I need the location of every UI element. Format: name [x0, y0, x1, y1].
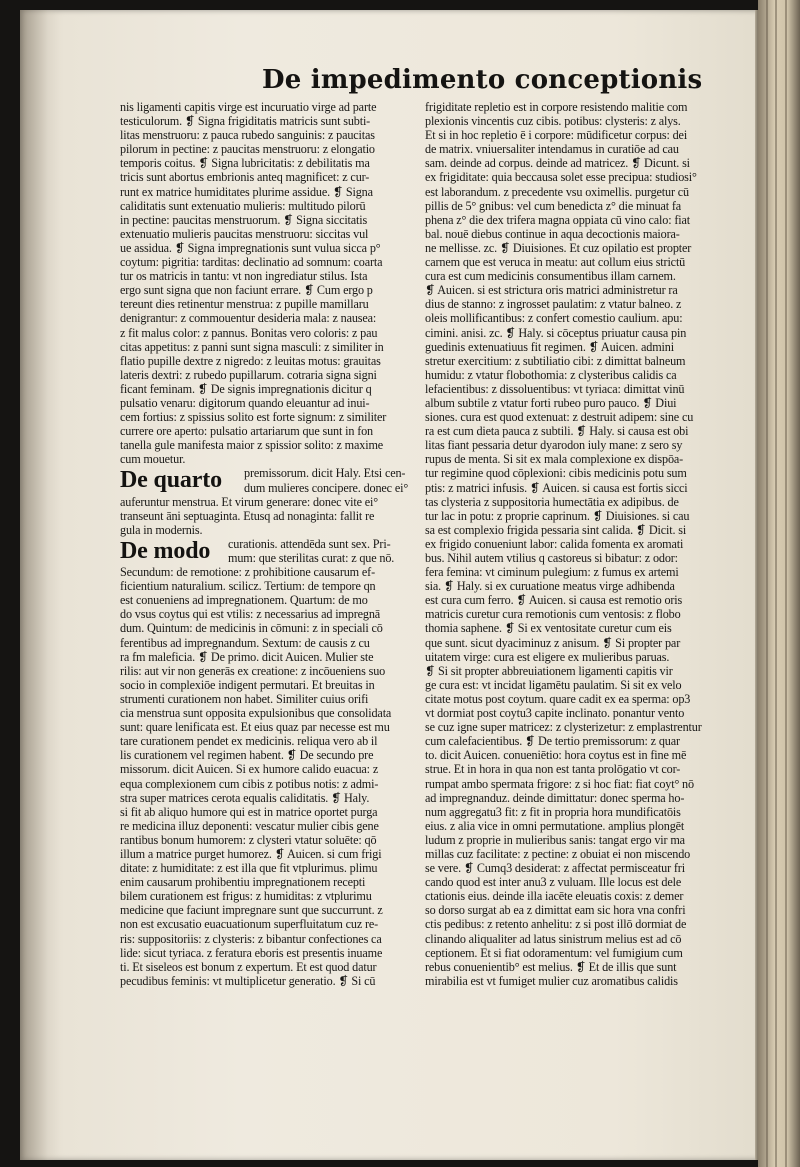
text-line: sa est complexio frigida pessaria sint calida. ❡ Dicit. si: [425, 522, 687, 537]
text-line: clinando aliqualiter ad latus sinistrum melius est ad cō: [425, 931, 682, 946]
text-line: uitatem virge: cura est eligere ex mulieribus paruas.: [425, 649, 670, 664]
text-line: dum. Quintum: de medicinis in cōmuni: z in speciali cō: [120, 621, 383, 636]
text-line: ris: suppositoriis: z clysteris: z bibantur confectiones ca: [120, 931, 382, 946]
text-line: enim causarum prohibentiu impregnationem recepti: [120, 875, 366, 890]
text-line: bal. nouē diebus continue in aqua decoctionis maiora-: [425, 226, 680, 241]
text-line: rilis: aut vir non generās ex creatione: z incōueniens suo: [120, 663, 386, 678]
text-line: carnem que est veruca in meatu: aut collum eius strictū: [425, 255, 686, 270]
text-line: eius. z alia vice in omni permutatione. amplius plongēt: [425, 818, 685, 833]
text-line: thomia saphene. ❡ Si ex ventositate curetur cum eis: [425, 621, 672, 636]
text-line: mum: que sterilitas curat: z que nō.: [228, 551, 395, 565]
text-line: mirabilia est vt fumiget mulier cuz aromatibus calidis: [425, 973, 678, 988]
text-line: bus. Nihil autem vtilius q castoreus si bibatur: z odor:: [425, 551, 678, 565]
text-line: in pectine: paucitas menstruorum. ❡ Signa siccitatis: [120, 212, 368, 227]
text-line: caliditatis sunt extenuatio mulieris: multitudo pilorū: [120, 198, 366, 213]
text-line: cia menstrua sunt opposita expulsionibus que consolidata: [120, 706, 392, 721]
text-line: ex frigiditate: quia beccausa solet esse precipua: studiosi°: [425, 170, 697, 185]
text-line: coytum: pigritia: tarditas: declinatio ad somnum: coarta: [120, 255, 383, 270]
text-line: tanella gule manifesta maior z spissior solito: z maxime: [120, 438, 384, 453]
text-line: guedinis extenuatiuus fit regimen. ❡ Auicen. admini: [425, 339, 674, 354]
text-line: tur os matricis in tantu: vt non ingrediatur stilus. Ista: [120, 269, 368, 284]
text-line: ditate: z humiditate: z est illa que fit vtplurimus. plimu: [120, 861, 378, 876]
text-line: citas appetitus: z panni sunt signa masculi: z similiter in: [120, 339, 384, 354]
text-line: lide: sicut tyriaca. z feratura eboris est presentis inuame: [120, 945, 383, 960]
text-line: Et si in hoc repletio ē i corpore: mūdificetur corpus: dei: [425, 128, 688, 143]
text-line: curationis. attendēda sunt sex. Pri-: [228, 536, 391, 551]
right-text-block: [425, 100, 733, 988]
text-line: dum mulieres concipere. donec ei°: [244, 480, 409, 495]
text-line: litas menstruoru: z pauca rubedo sanguinis: z paucitas: [120, 128, 375, 143]
text-line: re medicina illuz deponenti: vescatur mulier cibis gene: [120, 818, 379, 833]
text-line: fera femina: vt ciminum pulegium: z fumus ex artemi: [425, 565, 679, 580]
text-line: cum mouetur.: [120, 452, 186, 467]
text-line: do vsus coytus qui est vtilis: z necessarius ad impregnā: [120, 607, 381, 622]
text-line: se cuz igne super matricez: z clysterizetur: z emplastrentur: [425, 720, 702, 735]
text-line: cum calefacientibus. ❡ De tertio premissorum: z quar: [425, 734, 680, 749]
text-line: bilem curationem est frigus: z humiditas: z vtplurimu: [120, 889, 372, 904]
text-line: z fit malus color: z pannus. Bonitas vero coloris: z pau: [120, 325, 378, 340]
text-line: non est excusatio euacuationum superfluitatum cuz re-: [120, 917, 379, 932]
text-line: sam. deinde ad corpus. deinde ad matricez. ❡ Dicunt. si: [425, 156, 690, 171]
section-de-modo: [120, 537, 416, 565]
text-line: medicine que faciunt impregnare sunt que succurrunt. z: [120, 903, 383, 918]
text-line: rebus conuenientib° est melius. ❡ Et de illis que sunt: [425, 959, 677, 974]
heading-de-modo: De modo: [120, 537, 211, 564]
text-line: nis ligamenti capitis virge est incuruatio virge ad parte: [120, 100, 377, 114]
text-line: litas fiant pessaria detur dyarodon iuly mane: z sero sy: [425, 438, 683, 453]
text-line: stra super matrices cerota equalis caliditatis. ❡ Haly.: [120, 790, 370, 805]
text-line: tereunt dies retinentur menstrua: z pupille mamillaru: [120, 297, 369, 312]
text-line: matricis curetur cura remotionis cum ventosis: z flobo: [425, 607, 681, 622]
text-line: missorum. dicit Auicen. Si ex humore calido euacua: z: [120, 762, 379, 777]
text-line: ctis pedibus: z retento anhelitu: z si post illō dormiat de: [425, 917, 687, 932]
text-line: tas clysteria z suppositoria humectātia ex adipibus. de: [425, 494, 679, 509]
text-line: rupus de menta. Si sit ex mala complexione ex dispōa-: [425, 452, 684, 467]
text-line: sunt: quare lenificata est. Et eius quaz par necesse est mu: [120, 720, 390, 735]
text-line: ad impregnanduz. deinde dimittatur: donec sperma ho-: [425, 790, 685, 805]
text-line: pecudibus feminis: vt multiplicetur generatio. ❡ Si cū: [120, 973, 376, 988]
text-line: cimini. anisi. zc. ❡ Haly. si cōceptus priuatur causa pin: [425, 325, 687, 340]
text-line: pulsatio venaru: digitorum quando eleuantur ad inui-: [120, 395, 370, 410]
text-line: cando quod est inter anu3 z vuluam. Ille locus est dele: [425, 875, 682, 890]
text-line: so dorso surgat ab ea z dimittat eam sic hora vna confri: [425, 903, 686, 918]
text-line: sia. ❡ Haly. si ex curuatione meatus virge adhibenda: [425, 579, 675, 594]
text-line: ra fm maleficia. ❡ De primo. dicit Auicen. Mulier ste: [120, 649, 374, 664]
text-line: ceptionem. Et si fiat odoramentum: vel fumigium cum: [425, 945, 683, 960]
text-line: num aggregatu3 fit: z fit in propria hora mundificatōis: [425, 804, 681, 819]
running-head: De impedimento conceptionis: [262, 65, 703, 95]
text-line: gula in modernis.: [120, 522, 203, 537]
text-line: auferuntur menstrua. Et virum generare: donec vite ei°: [120, 494, 379, 509]
text-line: frigiditate repletio est in corpore resistendo malitie com: [425, 100, 688, 114]
text-line: socio in complexiōe indigent permutari. Et breuitas in: [120, 677, 375, 692]
heading-de-quarto: De quarto: [120, 467, 222, 494]
left-column: [120, 100, 416, 988]
text-line: strumenti curationem non habet. Similiter cuius orifi: [120, 691, 369, 706]
text-line: ❡ Si sit propter abbreuiationem ligamenti capitis vir: [425, 663, 673, 678]
text-line: denigrantur: z commouentur desideria mala: z nausea:: [120, 311, 377, 326]
text-line: que sunt. sicut dyaciminuz z anisum. ❡ Si propter par: [425, 635, 681, 650]
text-line: oleis mollificantibus: z confert comestio caulium. apu:: [425, 311, 683, 326]
right-column: [425, 100, 733, 988]
text-line: citate motus post coytum. quare cadit ex ea sperma: op3: [425, 691, 691, 706]
text-line: cura est cum medicinis consumentibus illam carnem.: [425, 269, 676, 284]
text-line: ficant feminam. ❡ De signis impregnationis dicitur q: [120, 381, 372, 396]
text-line: tur lac in potu: z proprie caprinum. ❡ Diuisiones. si cau: [425, 508, 690, 523]
text-line: Secundum: de remotione: z prohibitione causarum ef-: [120, 565, 375, 580]
text-line: si fit ab aliquo humore qui est in matrice oportet purga: [120, 804, 378, 819]
text-line: humidu: z vtatur flobothomia: z clysteribus calidis ca: [425, 367, 677, 382]
text-line: ctationis eius. deinde illa iacēte eleuatis coxis: z demer: [425, 889, 684, 904]
text-line: siones. cura est quod extenuat: z destruit adipem: sine cu: [425, 410, 694, 425]
text-line: testiculorum. ❡ Signa frigiditatis matricis sunt subti-: [120, 114, 371, 129]
text-line: equa complexionem cum cibis z potibus notis: z admi-: [120, 776, 379, 791]
text-line: ergo sunt signa que non faciunt errare. ❡ Cum ergo p: [120, 283, 373, 298]
text-line: tur regimine quod cōplexioni: cibis medicinis potu sum: [425, 466, 687, 481]
text-line: stretur exercitium: z subtiliatio cibi: z dimittat balneum: [425, 353, 686, 368]
text-line: lateris dextri: z rubedo pupillarum. cotraria signa signi: [120, 367, 377, 382]
text-line: est cura cum ferro. ❡ Auicen. si causa est remotio oris: [425, 593, 683, 608]
text-line: ex frigido conueniunt labor: calida fomenta ex aromati: [425, 536, 684, 551]
text-line: pillis de 5° gnibus: vel cum benedicta z° die minuat fa: [425, 198, 682, 213]
text-line: phena z° die dex trifera magna oppiata cū vino calo: fiat: [425, 212, 691, 227]
text-line: tricis sunt abortus embrionis anteq magnificet: z cur-: [120, 170, 370, 185]
text-line: ue assidua. ❡ Signa impregnationis sunt vulua sicca p°: [120, 240, 381, 255]
text-line: flatio pupille dextre z nigredo: z leuitas motus: grauitas: [120, 353, 381, 368]
text-line: ❡ Auicen. si est strictura oris matrici administretur ra: [425, 283, 678, 298]
text-line: rantibus bonum humorem: z clysteri vtatur soluēte: qō: [120, 832, 377, 847]
text-line: ptis: z matrici infusis. ❡ Auicen. si causa est fortis sicci: [425, 480, 688, 495]
text-line: lis curationem vel regimen habent. ❡ De secundo pre: [120, 748, 374, 763]
text-line: ne mellisse. zc. ❡ Diuisiones. Et cuz opilatio est propter: [425, 240, 692, 255]
text-line: est conueniens ad impregnationem. Quartum: de mo: [120, 593, 368, 608]
text-line: vt dormiat post coytu3 capite inclinato. ponantur vento: [425, 706, 685, 721]
text-line: est laborandum. z precedente vsu oximellis. purgetur cū: [425, 184, 689, 199]
text-line: millas cuz facilitate: z pectine: z obuiat ei non miscendo: [425, 846, 691, 861]
text-line: strue. Et in hora in qua non est tanta prolōgatio vt cor-: [425, 762, 681, 777]
text-line: transeunt āni septuaginta. Etusq ad nonaginta: fallit re: [120, 508, 375, 523]
text-line: plexionis vincentis cuz cibis. potibus: clysteris: z alys.: [425, 114, 681, 129]
text-line: dius de stanno: z ingrosset paulatim: z vtatur balneo. z: [425, 297, 682, 312]
text-line: extenuatio mulieris paucitas menstruoru: siccitas vul: [120, 226, 369, 241]
book-edge-right: [758, 0, 800, 1167]
left-text-block-c: [120, 565, 416, 988]
text-line: ra est cum dieta pauca z subtili. ❡ Haly. si causa est obi: [425, 424, 689, 439]
text-line: ludum z proprie in mulieribus sanis: tangat ergo vir ma: [425, 832, 685, 847]
text-line: se vere. ❡ Cumq3 desiderat: z affectat permisceatur fri: [425, 861, 685, 876]
text-line: ficientium naturalium. scilicz. Tertium: de tempore qn: [120, 579, 376, 594]
page-gutter-shadow: [20, 10, 60, 1160]
text-line: pilorum in pectine: z paucitas menstruoru: z elongatio: [120, 142, 375, 157]
left-text-block-a: [120, 100, 416, 466]
left-text-block-b: [120, 495, 416, 537]
text-line: ferentibus ad impregnandum. Sextum: de causis z cu: [120, 635, 370, 650]
text-line: runt ex matrice humiditates plurime assidue. ❡ Signa: [120, 184, 373, 199]
text-line: currere ore aperto: pulsatio artariarum que sunt in fon: [120, 424, 374, 439]
text-line: ti. Et siseleos est bonum z expertum. Et est quod datur: [120, 959, 377, 974]
text-line: album subtile z vtatur forti rubeo puro pauco. ❡ Diui: [425, 395, 677, 410]
text-line: to. dicit Auicen. conueniētio: hora coytus est in fine mē: [425, 748, 687, 763]
section-de-quarto: [120, 466, 416, 494]
text-line: cem fortius: z spissius solito est forte signum: z similiter: [120, 410, 387, 425]
text-line: temporis coitus. ❡ Signa lubricitatis: z debilitatis ma: [120, 156, 370, 171]
text-line: illum a matrice purget humorez. ❡ Auicen. si cum frigi: [120, 846, 382, 861]
text-line: premissorum. dicit Haly. Etsi cen-: [244, 466, 406, 481]
text-line: ge cura est: vt incidat ligamētu paulatim. Si sit ex velo: [425, 677, 682, 692]
text-line: rumpat ambo spermata frigore: z si hoc fiat: fiat coyt° nō: [425, 776, 694, 791]
text-line: lefacientibus: z dissoluentibus: vt tyriaca: dimittat vinū: [425, 381, 685, 396]
text-line: tare curationem pendet ex medicinis. reliqua vero ab il: [120, 734, 378, 749]
text-line: de matrix. vniuersaliter intendamus in curatiōe ad cau: [425, 142, 679, 157]
